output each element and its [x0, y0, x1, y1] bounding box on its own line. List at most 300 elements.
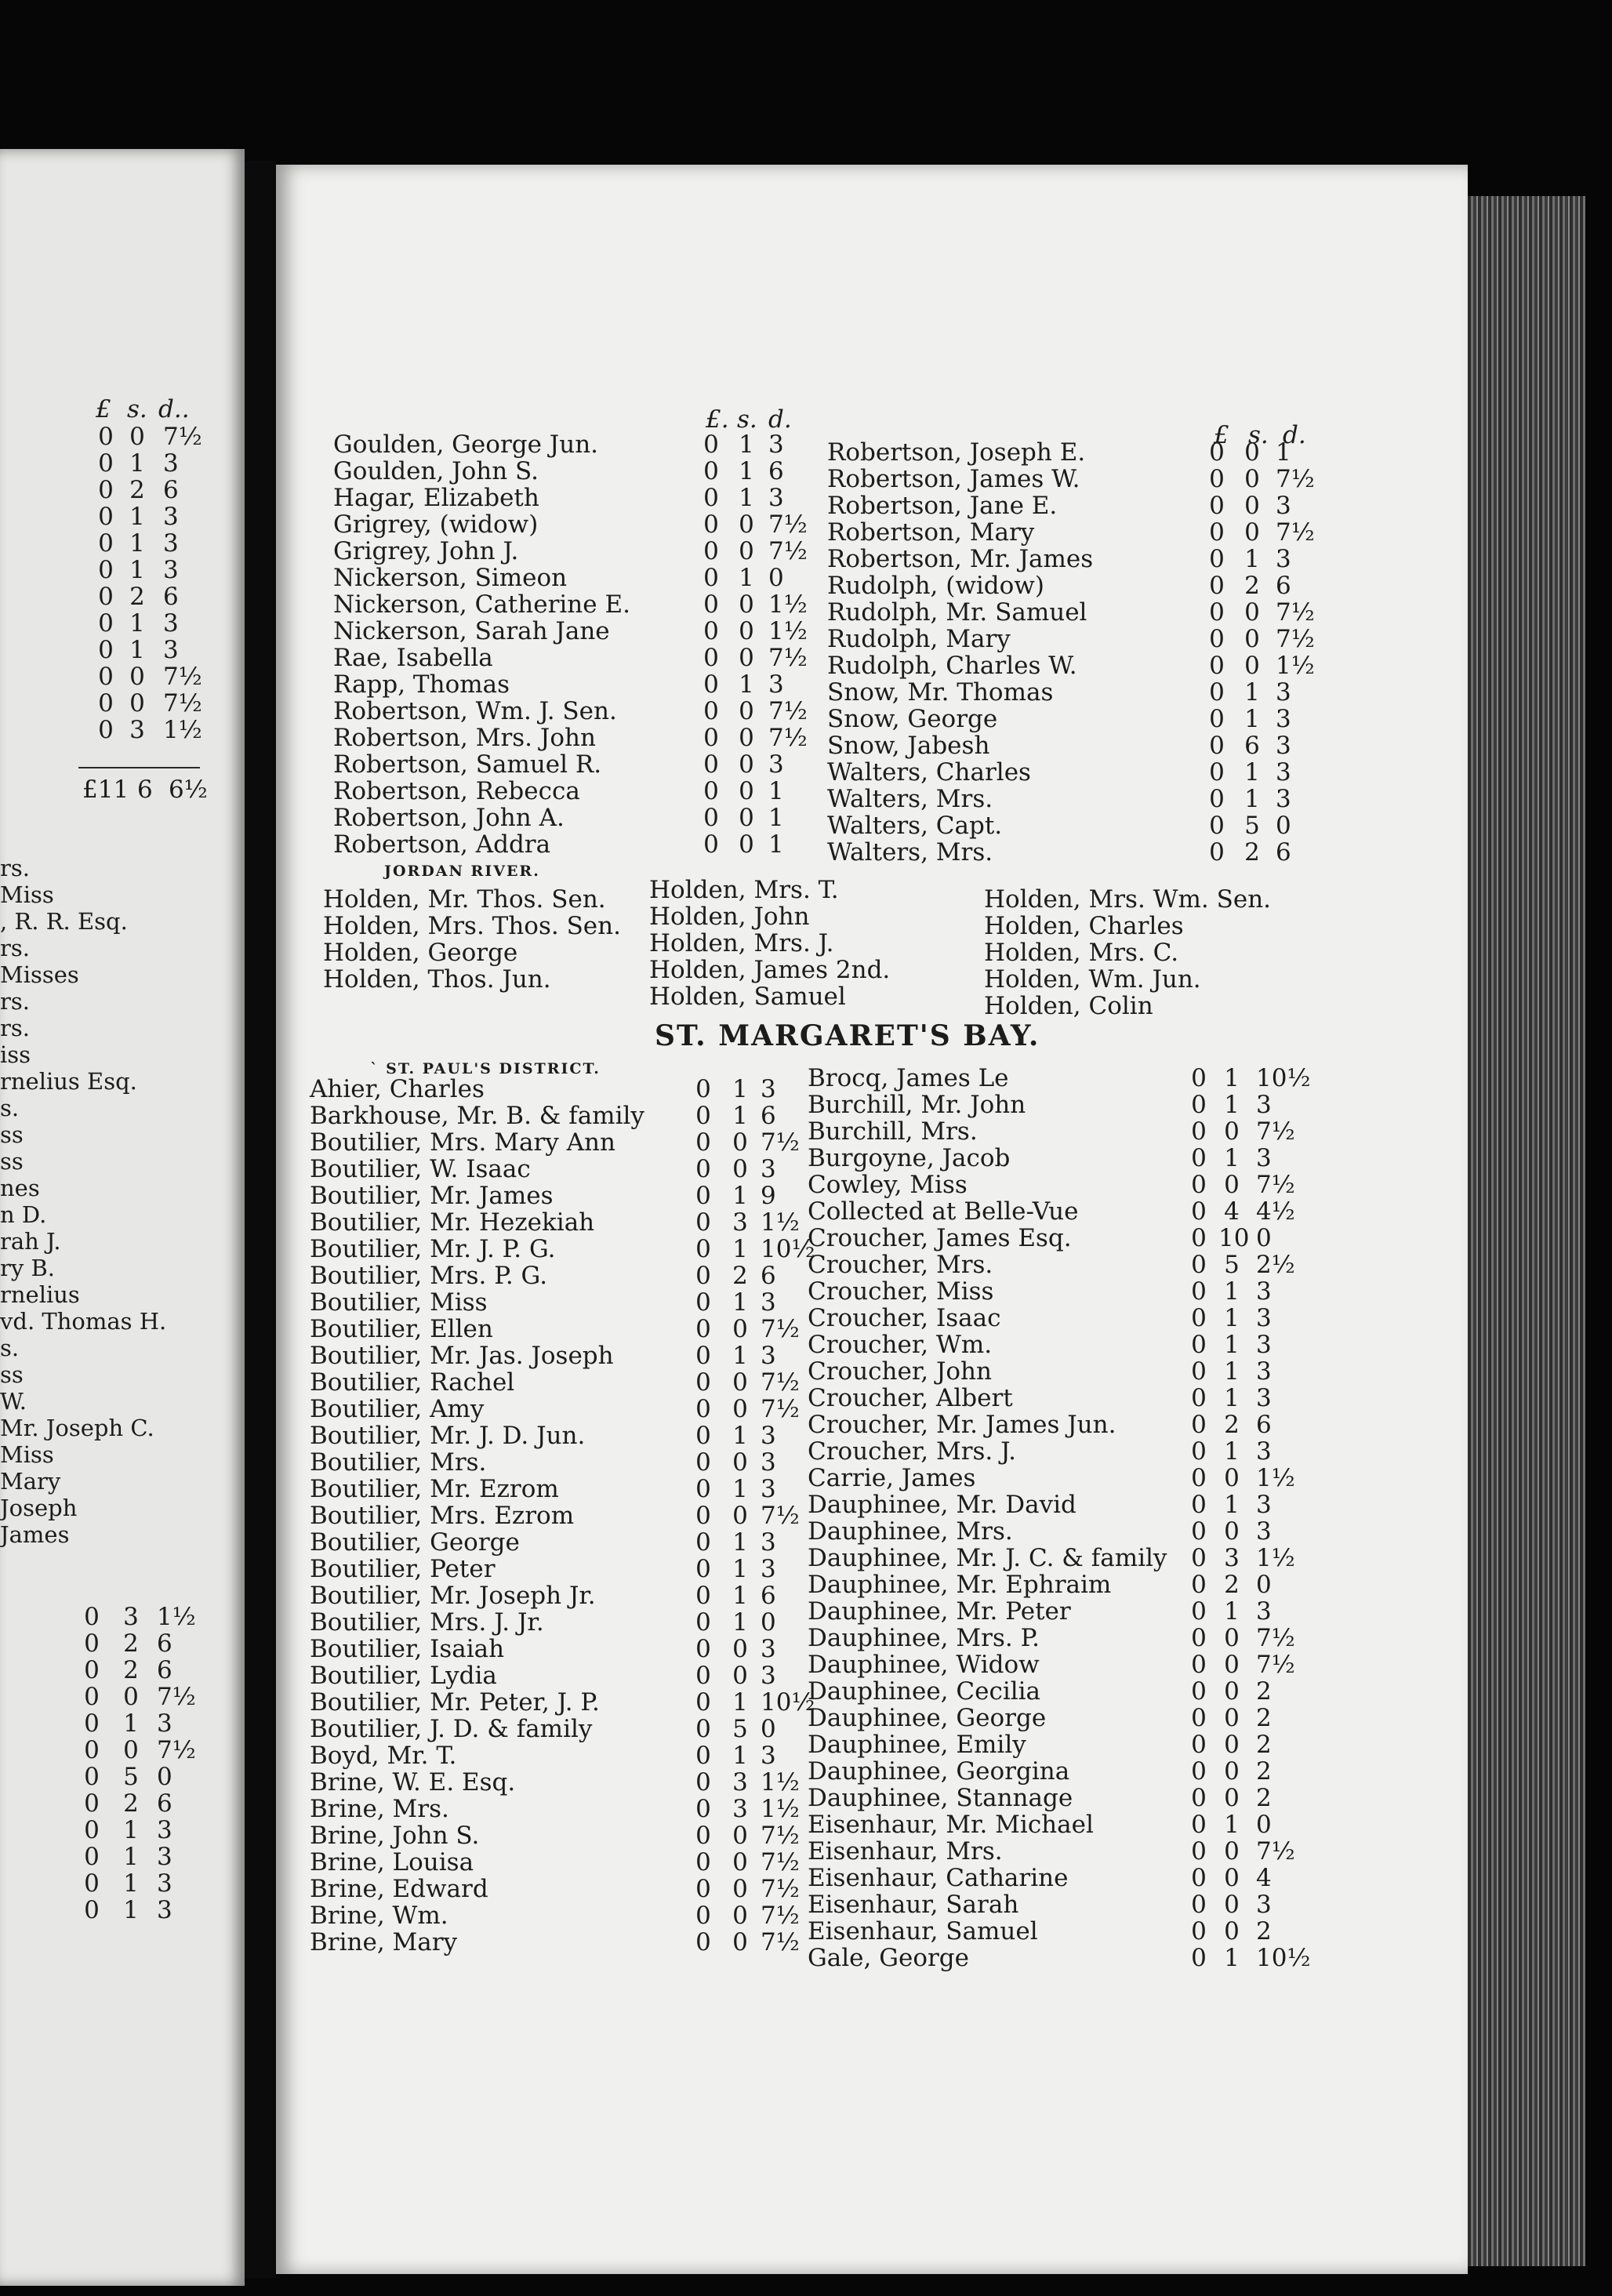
- contributor-amount-pounds: 0: [703, 724, 719, 752]
- left-bottom-amount-pence: 7½: [157, 1683, 196, 1711]
- contributor-name: Nickerson, Simeon: [333, 564, 568, 592]
- contributor-amount-pounds: 0: [1209, 465, 1225, 493]
- contributor-amount-pounds: 0: [695, 1502, 711, 1530]
- contributor-name: Rae, Isabella: [333, 644, 493, 672]
- contributor-amount-pounds: 0: [1191, 1704, 1207, 1732]
- jordan-name: Holden, Mrs. C.: [984, 939, 1179, 967]
- contributor-amount-pence: 2: [1256, 1704, 1272, 1732]
- contributor-amount-pounds: 0: [1209, 572, 1225, 600]
- contributor-amount-pence: 10½: [761, 1235, 815, 1263]
- contributor-amount-shillings: 0: [1244, 465, 1260, 493]
- contributor-amount-pounds: 0: [703, 830, 719, 859]
- left-name-fragment: , R. R. Esq.: [0, 908, 128, 935]
- left-bottom-amount-shillings: 1: [123, 1816, 139, 1844]
- right-header-pounds: £: [1214, 421, 1229, 449]
- contributor-amount-pounds: 0: [703, 750, 719, 779]
- contributor-amount-shillings: 1: [1224, 1437, 1240, 1466]
- contributor-amount-shillings: 1: [732, 1555, 748, 1583]
- contributor-amount-pounds: 0: [1191, 1864, 1207, 1892]
- contributor-amount-pence: 10½: [1256, 1064, 1311, 1092]
- contributor-amount-shillings: 1: [1244, 758, 1260, 787]
- contributor-amount-shillings: 0: [1244, 598, 1260, 627]
- contributor-amount-pence: 3: [1256, 1144, 1272, 1172]
- contributor-amount-shillings: 1: [1224, 1357, 1240, 1386]
- left-amount-row-pounds: 0: [98, 583, 114, 611]
- district-heading: ` ST. PAUL'S DISTRICT.: [370, 1060, 601, 1077]
- contributor-amount-pence: 3: [761, 1742, 776, 1770]
- contributor-amount-pence: 2: [1256, 1731, 1272, 1759]
- left-amount-row-shillings: 1: [129, 609, 145, 638]
- contributor-amount-pounds: 0: [1191, 1277, 1207, 1306]
- contributor-amount-pounds: 0: [1209, 758, 1225, 787]
- contributor-amount-pounds: 0: [1209, 678, 1225, 707]
- contributor-amount-pence: 3: [761, 1342, 776, 1370]
- contributor-amount-shillings: 1: [1224, 1811, 1240, 1839]
- contributor-amount-pence: 3: [761, 1422, 776, 1450]
- contributor-amount-pence: 6: [761, 1102, 776, 1130]
- contributor-name: Burchill, Mr. John: [808, 1091, 1026, 1119]
- contributor-amount-pounds: 0: [1191, 1117, 1207, 1146]
- contributor-amount-shillings: 1: [739, 430, 754, 459]
- contributor-amount-pence: 9: [761, 1182, 776, 1210]
- contributor-amount-pounds: 0: [695, 1902, 711, 1930]
- contributor-name: Snow, Mr. Thomas: [827, 678, 1054, 707]
- contributor-amount-pence: 0: [1256, 1224, 1272, 1252]
- contributor-amount-pence: 3: [761, 1528, 776, 1557]
- left-bottom-amount-pounds: 0: [84, 1843, 100, 1871]
- contributor-amount-pounds: 0: [695, 1182, 711, 1210]
- contributor-amount-pounds: 0: [703, 697, 719, 725]
- contributor-amount-pence: 3: [1276, 732, 1291, 760]
- contributor-amount-pounds: 0: [1191, 1891, 1207, 1919]
- left-amount-row-shillings: 0: [129, 663, 145, 691]
- contributor-amount-pounds: 0: [703, 590, 719, 619]
- contributor-amount-pounds: 0: [703, 430, 719, 459]
- left-amount-row-shillings: 2: [129, 583, 145, 611]
- contributor-amount-shillings: 1: [732, 1475, 748, 1503]
- contributor-amount-shillings: 0: [1244, 492, 1260, 520]
- contributor-amount-shillings: 0: [1224, 1891, 1240, 1919]
- contributor-amount-shillings: 10: [1218, 1224, 1250, 1252]
- contributor-amount-shillings: 1: [1224, 1597, 1240, 1626]
- contributor-amount-pence: 3: [1256, 1357, 1272, 1386]
- contributor-amount-pounds: 0: [695, 1688, 711, 1717]
- contributor-name: Grigrey, John J.: [333, 537, 519, 565]
- contributor-amount-shillings: 0: [739, 697, 754, 725]
- contributor-amount-pounds: 0: [1191, 1304, 1207, 1332]
- contributor-amount-pounds: 0: [1209, 705, 1225, 733]
- left-header-pence: d..: [158, 395, 190, 423]
- left-amount-row-pounds: 0: [98, 503, 114, 531]
- left-bottom-amount-shillings: 2: [123, 1629, 139, 1658]
- contributor-amount-pence: 3: [768, 670, 784, 699]
- contributor-amount-pence: 3: [1256, 1437, 1272, 1466]
- contributor-amount-shillings: 0: [1224, 1864, 1240, 1892]
- jordan-name: Holden, Samuel: [649, 983, 846, 1011]
- contributor-amount-pence: 3: [1276, 492, 1291, 520]
- contributor-name: Snow, George: [827, 705, 998, 733]
- left-name-fragment: Miss: [0, 881, 54, 908]
- left-amount-row-shillings: 0: [129, 423, 145, 451]
- contributor-amount-pounds: 0: [1209, 652, 1225, 680]
- contributor-name: Brine, John S.: [310, 1822, 480, 1850]
- right-header-pence: d.: [1283, 421, 1306, 449]
- contributor-amount-shillings: 0: [732, 1395, 748, 1423]
- contributor-amount-pounds: 0: [695, 1288, 711, 1317]
- contributor-amount-shillings: 0: [732, 1128, 748, 1157]
- contributor-amount-pounds: 0: [695, 1475, 711, 1503]
- contributor-amount-pence: 3: [1276, 785, 1291, 813]
- contributor-name: Rapp, Thomas: [333, 670, 510, 699]
- jordan-name: Holden, Colin: [984, 992, 1153, 1020]
- contributor-amount-shillings: 0: [732, 1315, 748, 1343]
- left-amount-row-pounds: 0: [98, 556, 114, 584]
- left-name-fragment: rnelius Esq.: [0, 1068, 137, 1095]
- contributor-amount-pounds: 0: [695, 1662, 711, 1690]
- contributor-name: Boutilier, Mrs. P. G.: [310, 1262, 548, 1290]
- contributor-amount-pence: 7½: [768, 724, 808, 752]
- contributor-amount-shillings: 0: [739, 777, 754, 805]
- page-edge: [1468, 196, 1585, 2266]
- contributor-amount-pence: 7½: [761, 1502, 800, 1530]
- contributor-amount-shillings: 1: [1244, 705, 1260, 733]
- left-bottom-amount-pence: 3: [157, 1869, 172, 1898]
- contributor-name: Goulden, George Jun.: [333, 430, 599, 459]
- contributor-amount-pence: 3: [761, 1448, 776, 1477]
- left-bottom-amount-pence: 6: [157, 1629, 172, 1658]
- contributor-amount-pounds: 0: [1209, 518, 1225, 547]
- contributor-amount-pounds: 0: [1191, 1784, 1207, 1812]
- contributor-amount-pence: 4: [1256, 1864, 1272, 1892]
- left-amount-row-pounds: 0: [98, 529, 114, 558]
- contributor-amount-shillings: 6: [1244, 732, 1260, 760]
- contributor-name: Dauphinee, Georgina: [808, 1757, 1070, 1786]
- left-amount-row-pence: 3: [163, 636, 179, 664]
- contributor-amount-pence: 7½: [1256, 1651, 1295, 1679]
- contributor-amount-pence: 3: [761, 1475, 776, 1503]
- left-name-fragment: ss: [0, 1148, 24, 1175]
- contributor-amount-pounds: 0: [695, 1315, 711, 1343]
- contributor-amount-pence: 7½: [761, 1875, 800, 1903]
- contributor-amount-shillings: 5: [1224, 1251, 1240, 1279]
- contributor-amount-pence: 7½: [761, 1128, 800, 1157]
- contributor-amount-pence: 3: [1256, 1331, 1272, 1359]
- contributor-name: Brine, Edward: [310, 1875, 488, 1903]
- contributor-amount-shillings: 0: [732, 1155, 748, 1183]
- contributor-amount-pounds: 0: [1191, 1624, 1207, 1652]
- contributor-amount-pence: 2: [1256, 1784, 1272, 1812]
- contributor-amount-pence: 7½: [1256, 1837, 1295, 1866]
- contributor-amount-pence: 7½: [1276, 598, 1315, 627]
- contributor-amount-pence: 1: [768, 830, 784, 859]
- contributor-name: Boutilier, Mrs. Mary Ann: [310, 1128, 615, 1157]
- contributor-amount-pounds: 0: [695, 1262, 711, 1290]
- contributor-name: Robertson, Mary: [827, 518, 1035, 547]
- contributor-amount-pounds: 0: [695, 1528, 711, 1557]
- contributor-name: Walters, Charles: [827, 758, 1031, 787]
- jordan-river-heading: JORDAN RIVER.: [384, 863, 540, 880]
- contributor-name: Boutilier, Mrs. J. Jr.: [310, 1608, 544, 1637]
- contributor-amount-shillings: 1: [739, 484, 754, 512]
- contributor-amount-pence: 6: [768, 457, 784, 485]
- left-name-fragment: rah J.: [0, 1228, 61, 1255]
- contributor-name: Grigrey, (widow): [333, 510, 539, 539]
- contributor-name: Robertson, John A.: [333, 804, 565, 832]
- contributor-amount-pounds: 0: [695, 1342, 711, 1370]
- contributor-name: Rudolph, Mary: [827, 625, 1011, 653]
- mid-header-pounds: £.: [706, 405, 729, 434]
- contributor-name: Dauphinee, Emily: [808, 1731, 1026, 1759]
- left-bottom-amount-shillings: 3: [123, 1603, 139, 1631]
- contributor-amount-shillings: 0: [1224, 1837, 1240, 1866]
- contributor-name: Robertson, Rebecca: [333, 777, 580, 805]
- left-amount-row-pounds: 0: [98, 609, 114, 638]
- contributor-name: Dauphinee, Cecilia: [808, 1677, 1041, 1706]
- contributor-amount-shillings: 0: [739, 750, 754, 779]
- contributor-amount-pounds: 0: [695, 1928, 711, 1956]
- contributor-name: Brine, Louisa: [310, 1848, 474, 1876]
- contributor-amount-pounds: 0: [1191, 1464, 1207, 1492]
- contributor-amount-pence: 6: [1276, 572, 1291, 600]
- contributor-name: Nickerson, Sarah Jane: [333, 617, 610, 645]
- left-name-fragment: iss: [0, 1041, 31, 1068]
- contributor-name: Brine, Mary: [310, 1928, 458, 1956]
- contributor-amount-pence: 3: [761, 1635, 776, 1663]
- contributor-amount-pounds: 0: [695, 1208, 711, 1237]
- left-bottom-amount-pence: 7½: [157, 1736, 196, 1764]
- contributor-name: Robertson, Joseph E.: [827, 438, 1086, 467]
- left-bottom-amount-shillings: 1: [123, 1869, 139, 1898]
- contributor-amount-pence: 3: [1276, 678, 1291, 707]
- left-total-pounds: £11: [82, 776, 129, 804]
- contributor-name: Dauphinee, Mr. Peter: [808, 1597, 1071, 1626]
- contributor-amount-pounds: 0: [695, 1822, 711, 1850]
- contributor-amount-pence: 2½: [1256, 1251, 1295, 1279]
- left-bottom-amount-shillings: 2: [123, 1789, 139, 1818]
- left-bottom-amount-shillings: 2: [123, 1656, 139, 1684]
- left-name-fragment: ss: [0, 1121, 24, 1148]
- contributor-amount-pence: 7½: [768, 644, 808, 672]
- contributor-amount-shillings: 1: [732, 1608, 748, 1637]
- left-amount-row-pence: 7½: [163, 423, 202, 451]
- contributor-amount-pounds: 0: [1191, 1384, 1207, 1412]
- contributor-name: Robertson, Addra: [333, 830, 551, 859]
- contributor-name: Gale, George: [808, 1944, 969, 1972]
- jordan-name: Holden, Wm. Jun.: [984, 965, 1201, 994]
- contributor-name: Boutilier, Mr. Joseph Jr.: [310, 1582, 596, 1610]
- left-bottom-amount-pence: 3: [157, 1843, 172, 1871]
- contributor-amount-pence: 1½: [761, 1208, 800, 1237]
- left-total-pence: 6½: [169, 776, 208, 804]
- contributor-name: Dauphinee, Mr. David: [808, 1491, 1076, 1519]
- contributor-amount-shillings: 3: [732, 1795, 748, 1823]
- left-bottom-amount-pence: 6: [157, 1656, 172, 1684]
- contributor-amount-shillings: 3: [1224, 1544, 1240, 1572]
- contributor-amount-pence: 7½: [761, 1902, 800, 1930]
- left-bottom-amount-pounds: 0: [84, 1816, 100, 1844]
- contributor-amount-pounds: 0: [695, 1422, 711, 1450]
- contributor-amount-pounds: 0: [1209, 492, 1225, 520]
- left-name-fragment: Mary: [0, 1468, 61, 1495]
- contributor-amount-pounds: 0: [1191, 1251, 1207, 1279]
- contributor-name: Cowley, Miss: [808, 1171, 968, 1199]
- mid-header-pence: d.: [768, 405, 792, 434]
- contributor-amount-pence: 3: [768, 750, 784, 779]
- left-bottom-amount-pence: 3: [157, 1709, 172, 1738]
- contributor-amount-shillings: 1: [732, 1102, 748, 1130]
- left-amount-row-pounds: 0: [98, 716, 114, 744]
- contributor-amount-pence: 7½: [1276, 518, 1315, 547]
- contributor-amount-pence: 3: [768, 484, 784, 512]
- left-bottom-amount-shillings: 1: [123, 1896, 139, 1924]
- contributor-amount-shillings: 0: [739, 617, 754, 645]
- contributor-amount-pence: 6: [1256, 1411, 1272, 1439]
- contributor-amount-pence: 7½: [761, 1395, 800, 1423]
- left-name-fragment: rnelius: [0, 1281, 80, 1308]
- contributor-name: Robertson, Mrs. John: [333, 724, 596, 752]
- contributor-amount-pounds: 0: [1209, 838, 1225, 866]
- contributor-name: Boutilier, George: [310, 1528, 520, 1557]
- contributor-amount-pounds: 0: [1191, 1091, 1207, 1119]
- contributor-amount-pence: 3: [1256, 1491, 1272, 1519]
- left-bottom-amount-pounds: 0: [84, 1709, 100, 1738]
- contributor-amount-shillings: 1: [1224, 1091, 1240, 1119]
- contributor-name: Ahier, Charles: [310, 1075, 485, 1103]
- contributor-amount-shillings: 1: [1224, 1304, 1240, 1332]
- contributor-amount-pence: 3: [761, 1555, 776, 1583]
- contributor-amount-pence: 7½: [768, 537, 808, 565]
- contributor-amount-shillings: 1: [1224, 1944, 1240, 1972]
- contributor-amount-pounds: 0: [695, 1875, 711, 1903]
- left-bottom-amount-pence: 6: [157, 1789, 172, 1818]
- contributor-amount-shillings: 1: [732, 1742, 748, 1770]
- contributor-amount-pounds: 0: [1191, 1437, 1207, 1466]
- left-bottom-amount-pounds: 0: [84, 1896, 100, 1924]
- jordan-name: Holden, Mrs. J.: [649, 929, 834, 957]
- contributor-amount-pence: 3: [768, 430, 784, 459]
- contributor-amount-pence: 7½: [1256, 1624, 1295, 1652]
- contributor-amount-shillings: 0: [732, 1662, 748, 1690]
- contributor-amount-pence: 1½: [768, 617, 808, 645]
- contributor-name: Boutilier, Mr. Hezekiah: [310, 1208, 595, 1237]
- contributor-amount-pence: 2: [1256, 1677, 1272, 1706]
- left-name-fragment: ss: [0, 1361, 24, 1388]
- contributor-name: Brocq, James Le: [808, 1064, 1009, 1092]
- contributor-name: Eisenhaur, Samuel: [808, 1917, 1038, 1945]
- left-amount-row-pounds: 0: [98, 449, 114, 478]
- contributor-name: Dauphinee, Mr. J. C. & family: [808, 1544, 1167, 1572]
- left-amount-row-shillings: 1: [129, 503, 145, 531]
- contributor-amount-pence: 3: [1256, 1517, 1272, 1546]
- left-amount-row-pounds: 0: [98, 689, 114, 718]
- contributor-amount-pounds: 0: [1191, 1144, 1207, 1172]
- contributor-name: Eisenhaur, Mrs.: [808, 1837, 1003, 1866]
- contributor-amount-pence: 3: [761, 1155, 776, 1183]
- contributor-amount-pounds: 0: [1191, 1651, 1207, 1679]
- contributor-name: Nickerson, Catherine E.: [333, 590, 630, 619]
- contributor-amount-pounds: 0: [703, 670, 719, 699]
- contributor-amount-pounds: 0: [695, 1102, 711, 1130]
- contributor-amount-pence: 0: [1256, 1571, 1272, 1599]
- contributor-amount-pounds: 0: [1191, 1731, 1207, 1759]
- contributor-amount-pounds: 0: [1191, 1357, 1207, 1386]
- contributor-name: Dauphinee, Mrs. P.: [808, 1624, 1040, 1652]
- contributor-amount-pence: 7½: [768, 697, 808, 725]
- contributor-name: Walters, Mrs.: [827, 838, 993, 866]
- contributor-amount-shillings: 0: [1224, 1171, 1240, 1199]
- contributor-name: Croucher, Wm.: [808, 1331, 993, 1359]
- contributor-amount-pence: 3: [761, 1662, 776, 1690]
- contributor-amount-shillings: 0: [739, 724, 754, 752]
- contributor-amount-pounds: 0: [703, 644, 719, 672]
- contributor-amount-shillings: 1: [739, 457, 754, 485]
- contributor-name: Collected at Belle-Vue: [808, 1197, 1079, 1226]
- contributor-amount-pounds: 0: [1191, 1944, 1207, 1972]
- contributor-amount-pounds: 0: [695, 1715, 711, 1743]
- contributor-amount-pounds: 0: [1209, 625, 1225, 653]
- contributor-name: Snow, Jabesh: [827, 732, 990, 760]
- contributor-amount-pounds: 0: [1191, 1597, 1207, 1626]
- contributor-name: Boutilier, W. Isaac: [310, 1155, 531, 1183]
- contributor-name: Dauphinee, Widow: [808, 1651, 1040, 1679]
- contributor-name: Boutilier, Ellen: [310, 1315, 493, 1343]
- contributor-amount-pounds: 0: [695, 1368, 711, 1397]
- left-amount-row-shillings: 2: [129, 476, 145, 504]
- contributor-name: Hagar, Elizabeth: [333, 484, 539, 512]
- contributor-amount-pounds: 0: [695, 1155, 711, 1183]
- contributor-amount-pence: 0: [761, 1715, 776, 1743]
- left-bottom-amount-pounds: 0: [84, 1629, 100, 1658]
- contributor-name: Croucher, Albert: [808, 1384, 1013, 1412]
- contributor-amount-shillings: 0: [1244, 438, 1260, 467]
- contributor-name: Croucher, Mrs. J.: [808, 1437, 1017, 1466]
- contributor-amount-pence: 7½: [1276, 465, 1315, 493]
- contributor-amount-pence: 7½: [761, 1928, 800, 1956]
- left-amount-row-pence: 3: [163, 609, 179, 638]
- left-amount-row-shillings: 1: [129, 556, 145, 584]
- contributor-amount-shillings: 5: [1244, 812, 1260, 840]
- contributor-amount-pence: 3: [1256, 1597, 1272, 1626]
- contributor-amount-pence: 3: [761, 1075, 776, 1103]
- contributor-amount-shillings: 2: [1244, 572, 1260, 600]
- left-name-fragment: n D.: [0, 1201, 47, 1228]
- left-amount-row-pounds: 0: [98, 636, 114, 664]
- contributor-amount-shillings: 2: [1224, 1571, 1240, 1599]
- contributor-amount-shillings: 4: [1224, 1197, 1240, 1226]
- contributor-amount-shillings: 0: [732, 1822, 748, 1850]
- left-amount-row-pence: 3: [163, 503, 179, 531]
- contributor-name: Dauphinee, Mr. Ephraim: [808, 1571, 1112, 1599]
- contributor-name: Boutilier, Mrs.: [310, 1448, 487, 1477]
- left-header-shillings: s.: [127, 395, 147, 423]
- left-bottom-amount-shillings: 5: [123, 1763, 139, 1791]
- left-amount-row-pounds: 0: [98, 663, 114, 691]
- contributor-amount-pence: 7½: [1256, 1171, 1295, 1199]
- mid-header-shillings: s.: [737, 405, 757, 434]
- contributor-amount-pence: 3: [1276, 545, 1291, 573]
- contributor-amount-pence: 1½: [1276, 652, 1315, 680]
- jordan-name: Holden, Thos. Jun.: [323, 965, 551, 994]
- contributor-amount-pounds: 0: [1191, 1677, 1207, 1706]
- contributor-amount-shillings: 3: [732, 1768, 748, 1796]
- contributor-amount-pence: 1: [768, 804, 784, 832]
- contributor-name: Dauphinee, George: [808, 1704, 1047, 1732]
- contributor-amount-pounds: 0: [1209, 545, 1225, 573]
- contributor-amount-pounds: 0: [1191, 1517, 1207, 1546]
- contributor-amount-shillings: 0: [1224, 1677, 1240, 1706]
- contributor-amount-pounds: 0: [703, 777, 719, 805]
- contributor-amount-pence: 2: [1256, 1757, 1272, 1786]
